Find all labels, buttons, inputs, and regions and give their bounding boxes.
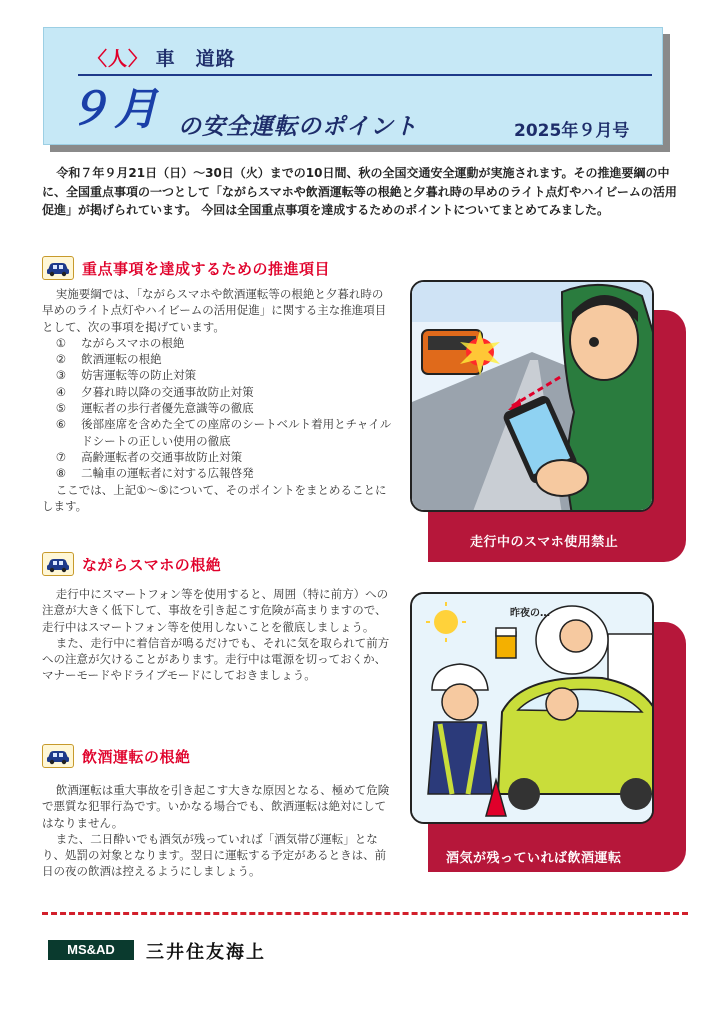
header-rule bbox=[78, 74, 652, 76]
section-lead: 実施要綱では、「ながらスマホや飲酒運転等の根絶と夕暮れ時の早めのライト点灯やハイビームの活用促進」に関する主な推進項目として、次の事項を掲げています。 bbox=[42, 287, 387, 334]
illustration-caption: 酒気が残っていれば飲酒運転 bbox=[446, 851, 622, 866]
section-body-priority bbox=[42, 286, 394, 514]
illustration-smartphone bbox=[410, 280, 686, 556]
illustration-drunk-driving bbox=[410, 592, 686, 872]
priority-list bbox=[42, 335, 394, 482]
issue-date: 2025年９月号 bbox=[514, 121, 630, 141]
section-paragraph: 走行中にスマートフォン等を使用すると、周囲（特に前方）への注意が大きく低下して、事故を引き起こす危険が高まりますので、走行中はスマートフォン等を使用しないことを徹底しましょう。 bbox=[42, 587, 389, 634]
kicker-prefix: 〈人〉 bbox=[88, 48, 149, 70]
company-name: 三井住友海上 bbox=[146, 942, 266, 963]
list-item: ② 飲酒運転の根絶 bbox=[55, 352, 162, 367]
section-body-smartphone bbox=[42, 586, 394, 684]
section-heading-priority bbox=[42, 256, 330, 280]
section-paragraph: 飲酒運転は重大事故を引き起こす大きな原因となる、極めて危険で悪質な犯罪行為です。いかなる場合でも、飲酒運転は絶対にしてはなりません。 bbox=[42, 783, 390, 830]
list-item: ⑥ 後部座席を含めた全ての座席のシートベルト着用とチャイルドシートの正しい使用の徹底 bbox=[55, 417, 392, 448]
header-banner bbox=[43, 27, 663, 145]
section-paragraph: また、走行中に着信音が鳴るだけでも、それに気を取られて前方への注意が欠けることがあります。走行中は電源を切っておくか、マナーモードやドライブモードにしておきましょう。 bbox=[42, 635, 390, 683]
section-title: 飲酒運転の根絶 bbox=[82, 747, 191, 766]
section-heading-smartphone bbox=[42, 552, 221, 576]
footer-divider bbox=[42, 912, 688, 915]
illustration-caption: 走行中のスマホ使用禁止 bbox=[470, 535, 619, 550]
kicker-text: 車 道路 bbox=[155, 48, 236, 70]
illustration-image bbox=[410, 592, 654, 824]
smartphone-driver-illustration bbox=[412, 282, 654, 512]
speech-bubble-text: 昨夜の… bbox=[510, 608, 550, 619]
illustration-image bbox=[410, 280, 654, 512]
intro-paragraph: 令和７年９月21日（日）～30日（火）までの10日間、秋の全国交通安全運動が実施されます。その推進要綱の中に、全国重点事項の一つとして「ながらスマホや飲酒運転等の根絶と夕暮れ時の早めのライト点灯やハイビームの活用促進」が掲げられています。 今回は全国重点事項を達成するためのポイントについてまとめてみました。 bbox=[42, 166, 677, 217]
section-title: 重点事項を達成するための推進項目 bbox=[82, 259, 331, 278]
car-icon bbox=[42, 552, 74, 576]
company-logo: MS&AD bbox=[48, 940, 134, 960]
list-item: ③ 妨害運転等の防止対策 bbox=[55, 368, 197, 383]
list-item: ⑤ 運転者の歩行者優先意識等の徹底 bbox=[55, 401, 254, 416]
section-heading-drunk-driving bbox=[42, 744, 191, 768]
list-item: ⑧ 二輪車の運転者に対する広報啓発 bbox=[55, 466, 254, 481]
month-title: ９月 bbox=[66, 84, 162, 135]
car-icon bbox=[42, 256, 74, 280]
section-title: ながらスマホの根絶 bbox=[82, 555, 222, 574]
section-paragraph: また、二日酔いでも酒気が残っていれば「酒気帯び運転」となり、処罰の対象となります。翌日に運転する予定があるときは、前日の夜の飲酒は控えるようにしましょう。 bbox=[42, 831, 387, 879]
list-item: ⑦ 高齢運転者の交通事故防止対策 bbox=[55, 449, 243, 464]
section-body-drunk-driving bbox=[42, 782, 394, 880]
car-icon bbox=[42, 744, 74, 768]
kicker bbox=[88, 44, 236, 71]
section-closing: ここでは、上記①～⑤について、そのポイントをまとめることにします。 bbox=[42, 482, 387, 513]
list-item: ① ながらスマホの根絶 bbox=[55, 335, 185, 350]
drunk-driving-illustration bbox=[412, 594, 654, 824]
list-item: ④ 夕暮れ時以降の交通事故防止対策 bbox=[55, 384, 254, 399]
page-subtitle: の安全運転のポイント bbox=[178, 114, 418, 140]
